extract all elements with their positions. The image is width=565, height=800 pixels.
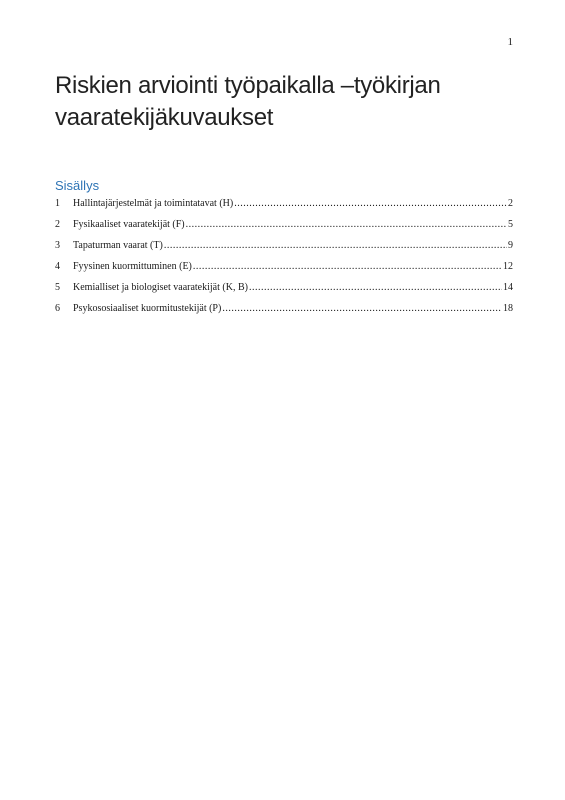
toc-entry-title[interactable]: Tapaturman vaarat (T) — [73, 240, 163, 251]
toc-dot-leader — [193, 261, 502, 272]
document-title: Riskien arviointi työpaikalla –työkirjan vaaratekijäkuvaukset — [55, 72, 441, 131]
table-of-contents — [55, 198, 513, 324]
toc-entry-number: 3 — [55, 240, 60, 251]
toc-entry-number: 6 — [55, 303, 60, 314]
toc-entry-number: 1 — [55, 198, 60, 209]
toc-entry-title[interactable]: Psykososiaaliset kuormitustekijät (P) — [73, 303, 222, 314]
toc-entry-number: 2 — [55, 219, 60, 230]
toc-entry[interactable] — [55, 303, 513, 324]
toc-entry-title[interactable]: Fyysinen kuormittuminen (E) — [73, 261, 192, 272]
toc-entry-number: 5 — [55, 282, 60, 293]
toc-dot-leader — [249, 282, 502, 293]
toc-entry-page[interactable]: 18 — [503, 303, 513, 314]
toc-entry-number: 4 — [55, 261, 60, 272]
toc-dot-leader — [234, 198, 507, 209]
toc-entry-page[interactable]: 12 — [503, 261, 513, 272]
toc-dot-leader — [222, 303, 502, 314]
toc-entry[interactable] — [55, 198, 513, 219]
toc-entry-page[interactable]: 9 — [508, 240, 513, 251]
toc-dot-leader — [186, 219, 507, 230]
toc-entry-page[interactable]: 14 — [503, 282, 513, 293]
toc-heading: Sisällys — [55, 178, 100, 193]
toc-entry-title[interactable]: Fysikaaliset vaaratekijät (F) — [73, 219, 185, 230]
toc-entry[interactable] — [55, 219, 513, 240]
toc-entry[interactable] — [55, 240, 513, 261]
toc-entry-title[interactable]: Hallintajärjestelmät ja toimintatavat (H) — [73, 198, 234, 209]
toc-entry-page[interactable]: 2 — [508, 198, 513, 209]
toc-entry[interactable] — [55, 261, 513, 282]
toc-entry[interactable] — [55, 282, 513, 303]
toc-dot-leader — [164, 240, 507, 251]
toc-entry-page[interactable]: 5 — [508, 219, 513, 230]
page-number: 1 — [507, 36, 513, 48]
toc-entry-title[interactable]: Kemialliset ja biologiset vaaratekijät (K, B) — [73, 282, 248, 293]
